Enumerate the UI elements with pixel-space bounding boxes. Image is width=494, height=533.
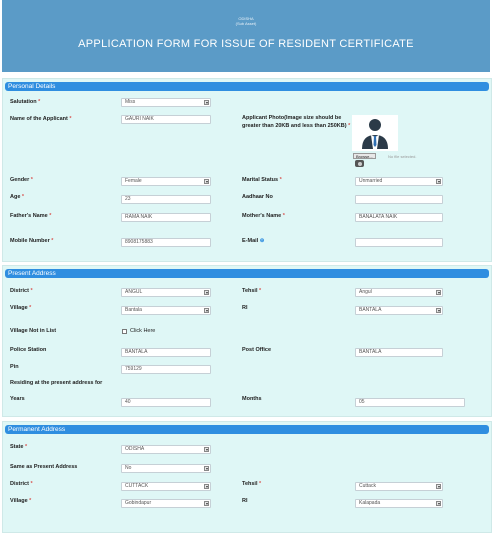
present-ri-select[interactable]: BANTALA [355,306,443,315]
residing-label: Residing at the present address for [10,380,103,386]
permanent-district-select[interactable]: CUTTACK [121,482,211,491]
age-label: Age * [10,194,25,200]
header-state: ODISHA [238,16,254,21]
chevron-down-icon [204,308,209,313]
aadhaar-label: Aadhaar No [242,194,273,200]
present-village-select[interactable]: Bantala [121,306,211,315]
mobile-label: Mobile Number * [10,238,54,244]
chevron-down-icon [204,447,209,452]
months-input[interactable]: 05 [355,398,465,407]
permanent-village-select[interactable]: Gobindapur [121,499,211,508]
chevron-down-icon [204,466,209,471]
village-not-in-list-label: Village Not in List [10,328,57,334]
browse-button[interactable]: Browse... [353,153,376,159]
chevron-down-icon [204,501,209,506]
months-label: Months [242,396,262,402]
page-title: APPLICATION FORM FOR ISSUE OF RESIDENT CERTIFICATE [78,38,414,50]
chevron-down-icon [436,308,441,313]
chevron-down-icon [204,179,209,184]
no-file-text: No file selected. [388,154,417,159]
gender-select[interactable]: Female [121,177,211,186]
chevron-down-icon [204,290,209,295]
present-district-label: District * [10,288,33,294]
upload-icon[interactable] [355,160,364,167]
same-as-present-label: Same as Present Address [10,464,78,470]
mother-name-input[interactable]: BANALATA NAIK [355,213,443,222]
present-tehsil-label: Tehsil * [242,288,262,294]
present-tehsil-select[interactable]: Angul [355,288,443,297]
permanent-address-section [2,421,492,533]
state-select[interactable]: ODISHA [121,445,211,454]
section-heading-present: Present Address [5,269,489,278]
marital-status-select[interactable]: Unmarried [355,177,443,186]
personal-details-section [2,78,492,262]
post-office-input[interactable]: BANTALA [355,348,443,357]
email-input[interactable] [355,238,443,247]
applicant-name-input[interactable]: GAURI NAIK [121,115,211,124]
police-station-label: Police Station [10,347,47,353]
gender-label: Gender * [10,177,33,183]
applicant-name-label: Name of the Applicant * [10,116,72,122]
village-not-in-list-checkbox[interactable] [122,329,127,334]
chevron-down-icon [436,501,441,506]
post-office-label: Post Office [242,347,272,353]
salutation-select[interactable]: Miss [121,98,211,107]
aadhaar-input[interactable] [355,195,443,204]
permanent-village-label: Village * [10,498,32,504]
present-district-select[interactable]: ANGUL [121,288,211,297]
pin-input[interactable]: 759129 [121,365,211,374]
marital-status-label: Marital Status * [242,177,282,183]
email-label: E-Mail ⊕ [242,238,265,244]
mother-name-label: Mother's Name * [242,213,285,219]
permanent-ri-label: RI [242,498,248,504]
present-ri-label: RI [242,305,248,311]
state-label: State * [10,444,28,450]
chevron-down-icon [436,179,441,184]
page-header [2,0,490,72]
section-heading-personal: Personal Details [5,82,489,91]
pin-label: Pin [10,364,19,370]
chevron-down-icon [436,484,441,489]
present-address-section [2,265,492,417]
section-heading-permanent: Permanent Address [5,425,489,434]
permanent-district-label: District * [10,481,33,487]
permanent-tehsil-label: Tehsil * [242,481,262,487]
header-sub: (Sub Asset) [235,21,257,26]
chevron-down-icon [436,290,441,295]
click-here-label[interactable]: Click Here [130,328,156,334]
mobile-input[interactable]: 8908175883 [121,238,211,247]
years-input[interactable]: 40 [121,398,211,407]
permanent-tehsil-select[interactable]: Cuttack [355,482,443,491]
age-input[interactable]: 23 [121,195,211,204]
father-name-input[interactable]: RAMA NAIK [121,213,211,222]
years-label: Years [10,396,25,402]
applicant-photo-placeholder [352,115,398,151]
father-name-label: Father's Name * [10,213,52,219]
salutation-label: Salutation * [10,99,41,105]
applicant-photo-label: Applicant Photo(Image size should be greater than 20KB and less than 250KB) * [242,115,351,129]
police-station-input[interactable]: BANTALA [121,348,211,357]
avatar-icon [352,115,398,151]
present-village-label: Village * [10,305,32,311]
permanent-ri-select[interactable]: Kalapada [355,499,443,508]
chevron-down-icon [204,484,209,489]
chevron-down-icon [204,100,209,105]
same-as-present-select[interactable]: No [121,464,211,473]
